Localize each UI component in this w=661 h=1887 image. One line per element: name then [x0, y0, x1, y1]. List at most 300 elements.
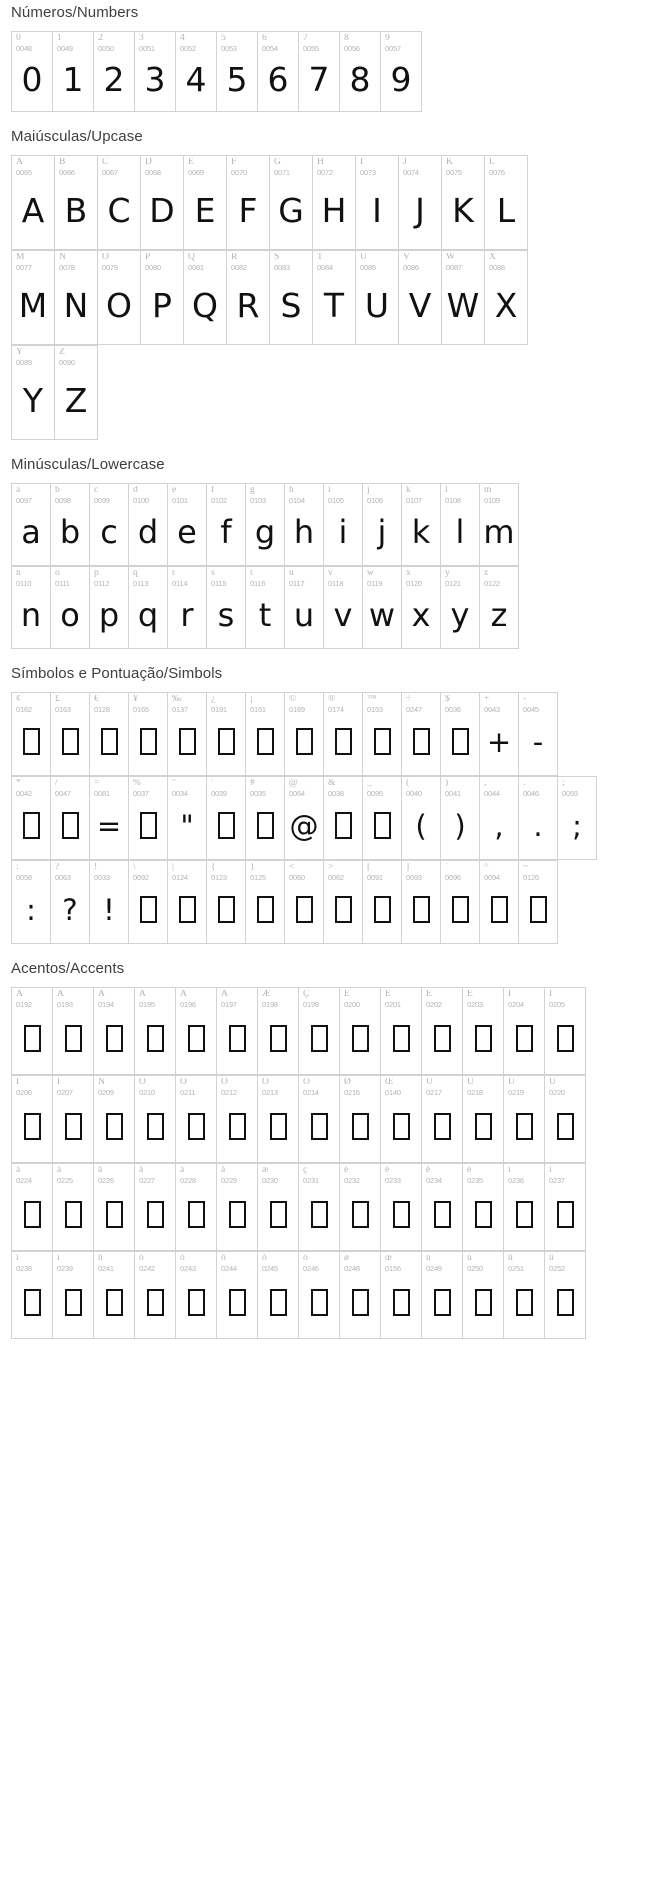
glyph-preview: ,	[494, 808, 504, 843]
glyph-cell[interactable]	[12, 861, 51, 944]
glyph-cell[interactable]	[55, 156, 98, 250]
glyph-char-label: e	[172, 486, 177, 495]
glyph-grid	[0, 31, 661, 112]
glyph-meta	[168, 861, 206, 883]
glyph-preview: S	[280, 285, 302, 325]
glyph-cell[interactable]	[313, 156, 356, 250]
glyph-code-label: 0117	[289, 579, 305, 588]
glyph-cell[interactable]	[12, 1076, 53, 1163]
glyph-char-label: `	[445, 863, 449, 872]
glyph-preview	[53, 1098, 93, 1162]
glyph-cell[interactable]	[227, 156, 270, 250]
glyph-char-label: i	[328, 486, 331, 495]
glyph-code-label: 0161	[250, 705, 266, 714]
glyph-cell[interactable]	[51, 567, 90, 649]
glyph-cell[interactable]	[480, 693, 519, 776]
glyph-meta	[258, 988, 298, 1010]
glyph-row	[11, 860, 558, 944]
glyph-meta	[442, 156, 484, 178]
glyph-cell[interactable]	[402, 484, 441, 566]
glyph-cell[interactable]	[94, 1164, 135, 1251]
glyph-code-label: 0235	[467, 1176, 483, 1185]
glyph-cell[interactable]	[53, 1252, 94, 1339]
glyph-code-label: 0120	[406, 579, 422, 588]
glyph-cell[interactable]	[129, 484, 168, 566]
glyph-cell[interactable]	[504, 1164, 545, 1251]
glyph-cell[interactable]	[504, 1252, 545, 1339]
glyph-char-label: Ó	[180, 1078, 187, 1087]
glyph-cell[interactable]	[299, 1076, 340, 1163]
glyph-cell[interactable]	[381, 32, 422, 112]
glyph-meta	[381, 1252, 421, 1274]
glyph-cell[interactable]	[51, 693, 90, 776]
glyph-cell[interactable]	[441, 693, 480, 776]
missing-glyph-icon	[147, 1025, 164, 1052]
glyph-cell[interactable]	[381, 1164, 422, 1251]
glyph-preview: s	[217, 596, 235, 635]
glyph-cell[interactable]	[12, 1164, 53, 1251]
glyph-meta	[217, 988, 257, 1010]
glyph-cell[interactable]	[168, 861, 207, 944]
glyph-cell[interactable]	[207, 484, 246, 566]
glyph-char-label: y	[445, 569, 450, 578]
glyph-cell[interactable]	[98, 156, 141, 250]
glyph-cell[interactable]	[51, 861, 90, 944]
glyph-char-label: &	[328, 779, 336, 788]
glyph-cell[interactable]	[480, 567, 519, 649]
glyph-char-label: B	[59, 158, 66, 167]
glyph-code-label: 0072	[317, 168, 333, 177]
glyph-char-label: c	[94, 486, 99, 495]
glyph-cell[interactable]	[135, 1252, 176, 1339]
glyph-meta	[402, 693, 440, 715]
glyph-cell[interactable]	[246, 861, 285, 944]
glyph-cell[interactable]	[363, 777, 402, 860]
glyph-cell[interactable]	[168, 484, 207, 566]
glyph-cell[interactable]	[504, 1076, 545, 1163]
glyph-preview	[402, 883, 440, 943]
glyph-code-label: 0244	[221, 1264, 237, 1273]
glyph-cell[interactable]	[184, 251, 227, 345]
glyph-cell[interactable]	[299, 988, 340, 1075]
glyph-cell[interactable]	[227, 251, 270, 345]
glyph-preview: D	[149, 190, 175, 230]
glyph-preview	[258, 1186, 298, 1250]
glyph-meta	[402, 861, 440, 883]
glyph-cell[interactable]	[422, 988, 463, 1075]
glyph-cell[interactable]	[399, 251, 442, 345]
glyph-cell[interactable]	[299, 32, 340, 112]
glyph-cell[interactable]	[545, 988, 586, 1075]
glyph-cell[interactable]	[90, 861, 129, 944]
glyph-char-label: 0	[16, 34, 21, 43]
glyph-preview: :	[26, 892, 36, 927]
glyph-cell[interactable]	[399, 156, 442, 250]
glyph-cell[interactable]	[441, 484, 480, 566]
glyph-preview	[94, 1098, 134, 1162]
glyph-cell[interactable]	[217, 1252, 258, 1339]
glyph-cell[interactable]	[258, 1164, 299, 1251]
glyph-code-label: 0226	[98, 1176, 114, 1185]
glyph-cell[interactable]	[258, 32, 299, 112]
glyph-meta	[168, 484, 206, 506]
glyph-cell[interactable]	[441, 567, 480, 649]
glyph-cell[interactable]	[94, 1252, 135, 1339]
glyph-meta	[381, 1164, 421, 1186]
glyph-cell[interactable]	[480, 861, 519, 944]
glyph-cell[interactable]	[51, 484, 90, 566]
glyph-cell[interactable]	[217, 988, 258, 1075]
glyph-char-label: Ê	[426, 990, 432, 999]
glyph-cell[interactable]	[340, 1076, 381, 1163]
glyph-meta	[558, 777, 596, 799]
glyph-preview: O	[106, 285, 132, 325]
glyph-cell[interactable]	[441, 861, 480, 944]
glyph-cell[interactable]	[381, 1252, 422, 1339]
glyph-cell[interactable]	[246, 693, 285, 776]
glyph-cell[interactable]	[402, 567, 441, 649]
glyph-code-label: 0163	[55, 705, 71, 714]
glyph-cell[interactable]	[12, 156, 55, 250]
glyph-meta	[441, 777, 479, 799]
glyph-cell[interactable]	[545, 1076, 586, 1163]
glyph-row	[11, 1163, 586, 1251]
glyph-char-label: Ç	[303, 990, 310, 999]
glyph-cell[interactable]	[519, 693, 558, 776]
glyph-cell[interactable]	[363, 567, 402, 649]
glyph-cell[interactable]	[313, 251, 356, 345]
glyph-code-label: 0245	[262, 1264, 278, 1273]
missing-glyph-icon	[218, 896, 235, 923]
glyph-cell[interactable]	[463, 988, 504, 1075]
glyph-cell[interactable]	[12, 777, 51, 860]
glyph-preview	[299, 1098, 339, 1162]
glyph-preview	[207, 715, 245, 775]
glyph-cell[interactable]	[12, 251, 55, 345]
glyph-cell[interactable]	[442, 156, 485, 250]
glyph-char-label: Á	[57, 990, 64, 999]
glyph-cell[interactable]	[12, 693, 51, 776]
glyph-cell[interactable]	[135, 1076, 176, 1163]
glyph-code-label: 0099	[94, 496, 110, 505]
glyph-cell[interactable]	[299, 1252, 340, 1339]
glyph-cell[interactable]	[176, 1252, 217, 1339]
glyph-meta	[285, 861, 323, 883]
glyph-cell[interactable]	[285, 484, 324, 566]
glyph-char-label: h	[289, 486, 294, 495]
glyph-cell[interactable]	[217, 1076, 258, 1163]
glyph-code-label: 0095	[367, 789, 383, 798]
glyph-cell[interactable]	[94, 988, 135, 1075]
glyph-cell[interactable]	[463, 1164, 504, 1251]
glyph-cell[interactable]	[504, 988, 545, 1075]
glyph-section	[0, 114, 661, 440]
glyph-preview: d	[137, 513, 159, 552]
glyph-char-label: ñ	[98, 1254, 103, 1263]
glyph-code-label: 0094	[484, 873, 500, 882]
glyph-meta	[545, 1164, 585, 1186]
glyph-cell[interactable]	[176, 988, 217, 1075]
glyph-meta	[207, 861, 245, 883]
glyph-preview	[519, 883, 557, 943]
glyph-preview	[217, 1010, 257, 1074]
glyph-cell[interactable]	[246, 567, 285, 649]
glyph-code-label: 0085	[360, 263, 376, 272]
glyph-cell[interactable]	[135, 988, 176, 1075]
glyph-cell[interactable]	[324, 484, 363, 566]
glyph-cell[interactable]	[176, 1076, 217, 1163]
glyph-cell[interactable]	[53, 1076, 94, 1163]
glyph-cell[interactable]	[129, 861, 168, 944]
glyph-cell[interactable]	[441, 777, 480, 860]
glyph-code-label: 0111	[55, 579, 70, 588]
glyph-cell[interactable]	[356, 156, 399, 250]
glyph-char-label: ü	[549, 1254, 554, 1263]
glyph-preview	[176, 1186, 216, 1250]
glyph-cell[interactable]	[270, 156, 313, 250]
glyph-cell[interactable]	[285, 693, 324, 776]
glyph-char-label: õ	[262, 1254, 267, 1263]
glyph-meta	[176, 1076, 216, 1098]
glyph-cell[interactable]	[402, 777, 441, 860]
glyph-preview: m	[483, 513, 515, 552]
glyph-cell[interactable]	[485, 156, 528, 250]
glyph-cell[interactable]	[422, 1076, 463, 1163]
glyph-cell[interactable]	[340, 32, 381, 112]
missing-glyph-icon	[434, 1025, 451, 1052]
glyph-code-label: 0196	[180, 1000, 196, 1009]
glyph-char-label: 8	[344, 34, 349, 43]
missing-glyph-icon	[257, 812, 274, 839]
glyph-cell[interactable]	[12, 484, 51, 566]
glyph-char-label: ç	[303, 1166, 308, 1175]
glyph-code-label: 0073	[360, 168, 376, 177]
glyph-char-label: -	[523, 695, 527, 704]
glyph-meta	[504, 1252, 544, 1274]
glyph-cell[interactable]	[168, 693, 207, 776]
glyph-cell[interactable]	[519, 777, 558, 860]
glyph-cell[interactable]	[176, 32, 217, 112]
glyph-row	[11, 1075, 586, 1163]
glyph-cell[interactable]	[207, 693, 246, 776]
glyph-cell[interactable]	[135, 32, 176, 112]
glyph-cell[interactable]	[246, 777, 285, 860]
glyph-code-label: 0097	[16, 496, 32, 505]
glyph-meta	[51, 567, 89, 589]
glyph-preview: H	[321, 190, 347, 230]
glyph-cell[interactable]	[217, 32, 258, 112]
missing-glyph-icon	[335, 896, 352, 923]
glyph-cell[interactable]	[485, 251, 528, 345]
glyph-cell[interactable]	[53, 32, 94, 112]
glyph-cell[interactable]	[285, 567, 324, 649]
glyph-meta	[463, 1164, 503, 1186]
glyph-preview: c	[100, 513, 118, 552]
glyph-char-label: Ü	[549, 1078, 556, 1087]
glyph-cell[interactable]	[12, 1252, 53, 1339]
glyph-cell[interactable]	[285, 777, 324, 860]
glyph-preview	[545, 1186, 585, 1250]
glyph-char-label: ê	[426, 1166, 431, 1175]
glyph-cell[interactable]	[381, 1076, 422, 1163]
glyph-preview: z	[490, 596, 508, 635]
glyph-meta	[227, 156, 269, 178]
glyph-char-label: Ë	[467, 990, 473, 999]
glyph-cell[interactable]	[129, 567, 168, 649]
glyph-meta	[184, 251, 226, 273]
glyph-cell[interactable]	[480, 777, 519, 860]
glyph-cell[interactable]	[246, 484, 285, 566]
glyph-meta	[135, 988, 175, 1010]
glyph-meta	[12, 567, 50, 589]
glyph-cell[interactable]	[176, 1164, 217, 1251]
glyph-code-label: 0044	[484, 789, 500, 798]
glyph-cell[interactable]	[55, 251, 98, 345]
glyph-cell[interactable]	[12, 32, 53, 112]
glyph-cell[interactable]	[135, 1164, 176, 1251]
glyph-cell[interactable]	[402, 861, 441, 944]
glyph-preview	[381, 1098, 421, 1162]
glyph-cell[interactable]	[463, 1076, 504, 1163]
glyph-cell[interactable]	[168, 567, 207, 649]
glyph-cell[interactable]	[53, 988, 94, 1075]
glyph-cell[interactable]	[55, 346, 98, 440]
glyph-preview	[299, 1274, 339, 1338]
glyph-meta	[94, 1252, 134, 1274]
glyph-char-label: Ø	[344, 1078, 351, 1087]
glyph-cell[interactable]	[545, 1164, 586, 1251]
glyph-code-label: 0076	[489, 168, 505, 177]
glyph-code-label: 0219	[508, 1088, 524, 1097]
glyph-meta	[217, 32, 257, 54]
glyph-cell[interactable]	[258, 1076, 299, 1163]
glyph-preview	[340, 1274, 380, 1338]
glyph-code-label: 0037	[133, 789, 149, 798]
glyph-cell[interactable]	[207, 777, 246, 860]
glyph-preview	[94, 1186, 134, 1250]
glyph-preview	[504, 1186, 544, 1250]
glyph-cell[interactable]	[12, 988, 53, 1075]
glyph-cell[interactable]	[463, 1252, 504, 1339]
glyph-cell[interactable]	[94, 32, 135, 112]
glyph-code-label: 0039	[211, 789, 227, 798]
glyph-cell[interactable]	[480, 484, 519, 566]
glyph-cell[interactable]	[340, 1252, 381, 1339]
glyph-cell[interactable]	[94, 1076, 135, 1163]
glyph-cell[interactable]	[340, 988, 381, 1075]
glyph-char-label: ù	[426, 1254, 431, 1263]
glyph-cell[interactable]	[12, 567, 51, 649]
glyph-char-label: [	[367, 863, 371, 872]
glyph-code-label: 0071	[274, 168, 290, 177]
glyph-code-label: 0070	[231, 168, 247, 177]
glyph-char-label: û	[508, 1254, 513, 1263]
glyph-cell[interactable]	[545, 1252, 586, 1339]
glyph-cell[interactable]	[98, 251, 141, 345]
missing-glyph-icon	[311, 1289, 328, 1316]
glyph-cell[interactable]	[217, 1164, 258, 1251]
glyph-cell[interactable]	[324, 567, 363, 649]
glyph-cell[interactable]	[422, 1252, 463, 1339]
glyph-cell[interactable]	[207, 567, 246, 649]
glyph-cell[interactable]	[207, 861, 246, 944]
glyph-char-label: ï	[57, 1254, 60, 1263]
glyph-cell[interactable]	[519, 861, 558, 944]
glyph-meta	[258, 1076, 298, 1098]
glyph-meta	[463, 1076, 503, 1098]
glyph-cell[interactable]	[324, 861, 363, 944]
glyph-cell[interactable]	[381, 988, 422, 1075]
glyph-cell[interactable]	[363, 693, 402, 776]
glyph-cell[interactable]	[184, 156, 227, 250]
glyph-code-label: 0047	[55, 789, 71, 798]
glyph-cell[interactable]	[258, 1252, 299, 1339]
glyph-cell[interactable]	[363, 861, 402, 944]
glyph-cell[interactable]	[324, 693, 363, 776]
glyph-cell[interactable]	[363, 484, 402, 566]
glyph-meta	[422, 1164, 462, 1186]
missing-glyph-icon	[434, 1113, 451, 1140]
glyph-cell[interactable]	[51, 777, 90, 860]
glyph-cell[interactable]	[258, 988, 299, 1075]
glyph-char-label: O	[102, 253, 109, 262]
glyph-code-label: 0153	[367, 705, 383, 714]
glyph-char-label: a	[16, 486, 21, 495]
glyph-meta	[258, 1164, 298, 1186]
glyph-cell[interactable]	[90, 693, 129, 776]
glyph-char-label: ©	[289, 695, 297, 704]
glyph-cell[interactable]	[422, 1164, 463, 1251]
glyph-cell[interactable]	[141, 251, 184, 345]
glyph-cell[interactable]	[299, 1164, 340, 1251]
glyph-cell[interactable]	[356, 251, 399, 345]
glyph-cell[interactable]	[90, 777, 129, 860]
glyph-cell[interactable]	[12, 346, 55, 440]
glyph-cell[interactable]	[90, 484, 129, 566]
glyph-cell[interactable]	[285, 861, 324, 944]
glyph-preview	[285, 715, 323, 775]
glyph-cell[interactable]	[129, 693, 168, 776]
glyph-meta	[12, 777, 50, 799]
glyph-cell[interactable]	[340, 1164, 381, 1251]
glyph-preview	[258, 1010, 298, 1074]
glyph-char-label: >	[328, 863, 334, 872]
glyph-preview	[381, 1010, 421, 1074]
glyph-grid	[0, 155, 661, 440]
glyph-cell[interactable]	[324, 777, 363, 860]
glyph-cell[interactable]	[141, 156, 184, 250]
glyph-cell[interactable]	[402, 693, 441, 776]
glyph-cell[interactable]	[53, 1164, 94, 1251]
glyph-cell[interactable]	[558, 777, 597, 860]
glyph-preview	[168, 715, 206, 775]
glyph-cell[interactable]	[270, 251, 313, 345]
glyph-preview: 5	[226, 59, 248, 99]
glyph-cell[interactable]	[129, 777, 168, 860]
glyph-char-label: #	[250, 779, 255, 788]
glyph-cell[interactable]	[90, 567, 129, 649]
glyph-char-label: %	[133, 779, 141, 788]
glyph-code-label: 0100	[133, 496, 149, 505]
glyph-cell[interactable]	[168, 777, 207, 860]
glyph-code-label: 0211	[180, 1088, 196, 1097]
glyph-row	[11, 1251, 586, 1339]
glyph-preview: y	[450, 596, 470, 635]
glyph-cell[interactable]	[442, 251, 485, 345]
missing-glyph-icon	[296, 728, 313, 755]
glyph-char-label: '	[211, 779, 213, 788]
glyph-meta	[340, 32, 380, 54]
